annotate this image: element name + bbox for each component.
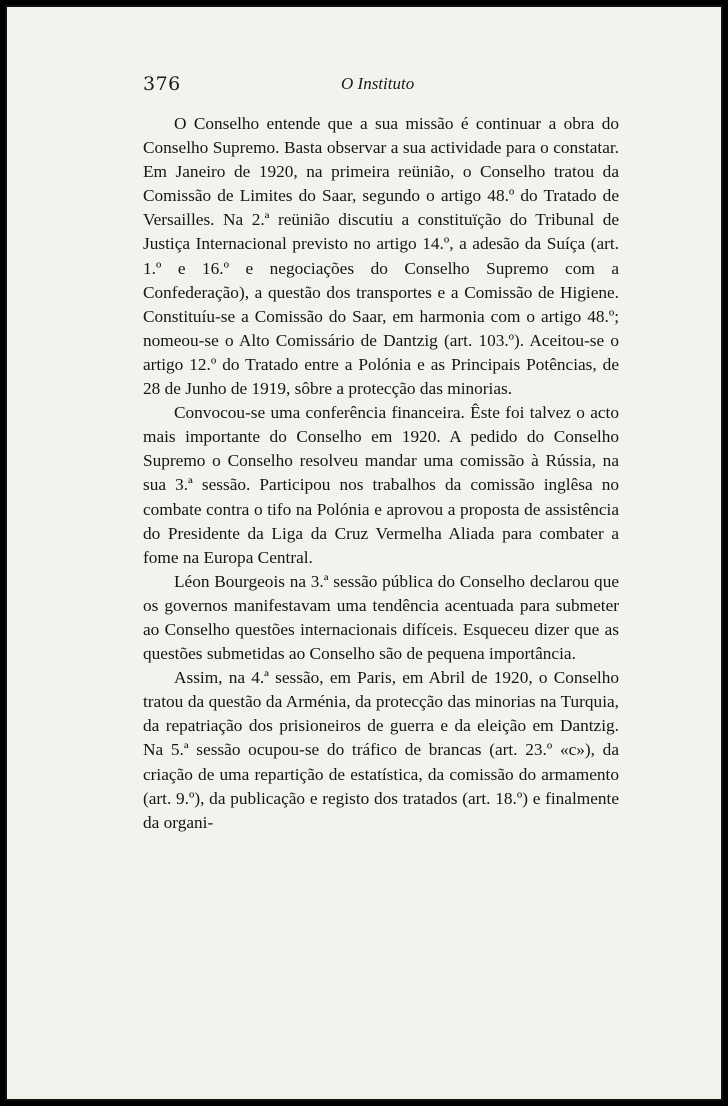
- paragraph: O Conselho entende que a sua missão é continuar a obra do Conselho Supremo. Basta observar a sua actividade para o constatar. Em Janeiro de 1920, na primeira reünião, o Conselho tratou da Comissão de Limites do Saar, segundo o artigo 48.º do Tratado de Versailles. Na 2.ª reünião discutiu a constituïção do Tribunal de Justiça Internacional previsto no artigo 14.º, a adesão da Suíça (art. 1.º e 16.º e negociações do Conselho Supremo com a Confederação), a questão dos transportes e a Comissão de Higiene. Constituíu-se a Comissão do Saar, em harmonia com o artigo 48.º; nomeou-se o Alto Comissário de Dantzig (art. 103.º). Aceitou-se o artigo 12.º do Tratado entre a Polónia e as Principais Potências, de 28 de Junho de 1919, sôbre a protecção das minorias.: [143, 114, 619, 399]
- journal-title: O Instituto: [341, 74, 415, 93]
- paragraph: Assim, na 4.ª sessão, em Paris, em Abril de 1920, o Conselho tratou da questão da Arménia, da protecção das minorias na Turquia, da repatriação dos prisioneiros de guerra e da eleição em Dantzig. Na 5.ª sessão ocupou-se do tráfico de brancas (art. 23.º «c»), da criação de uma repartição de estatística, da comissão do armamento (art. 9.º), da publicação e registo dos tratados (art. 18.º) e finalmente da organi-: [143, 668, 619, 832]
- paragraph: Convocou-se uma conferência financeira. Êste foi talvez o acto mais importante do Conselho em 1920. A pedido do Conselho Supremo o Conselho resolveu mandar uma comissão à Rússia, na sua 3.ª sessão. Participou nos trabalhos da comissão inglêsa no combate contra o tifo na Polónia e aprovou a proposta de assistência do Presidente da Liga da Cruz Vermelha Aliada para combater a fome na Europa Central.: [143, 403, 619, 567]
- running-head: [7, 73, 721, 99]
- body-text: [143, 112, 619, 835]
- book-page: [5, 5, 723, 1101]
- paragraph: Léon Bourgeois na 3.ª sessão pública do Conselho declarou que os governos manifestavam uma tendência acentuada para submeter ao Conselho questões internacionais difíceis. Esqueceu dizer que as questões submetidas ao Conselho são de pequena importância.: [143, 571, 619, 664]
- page-number: 376: [143, 73, 181, 95]
